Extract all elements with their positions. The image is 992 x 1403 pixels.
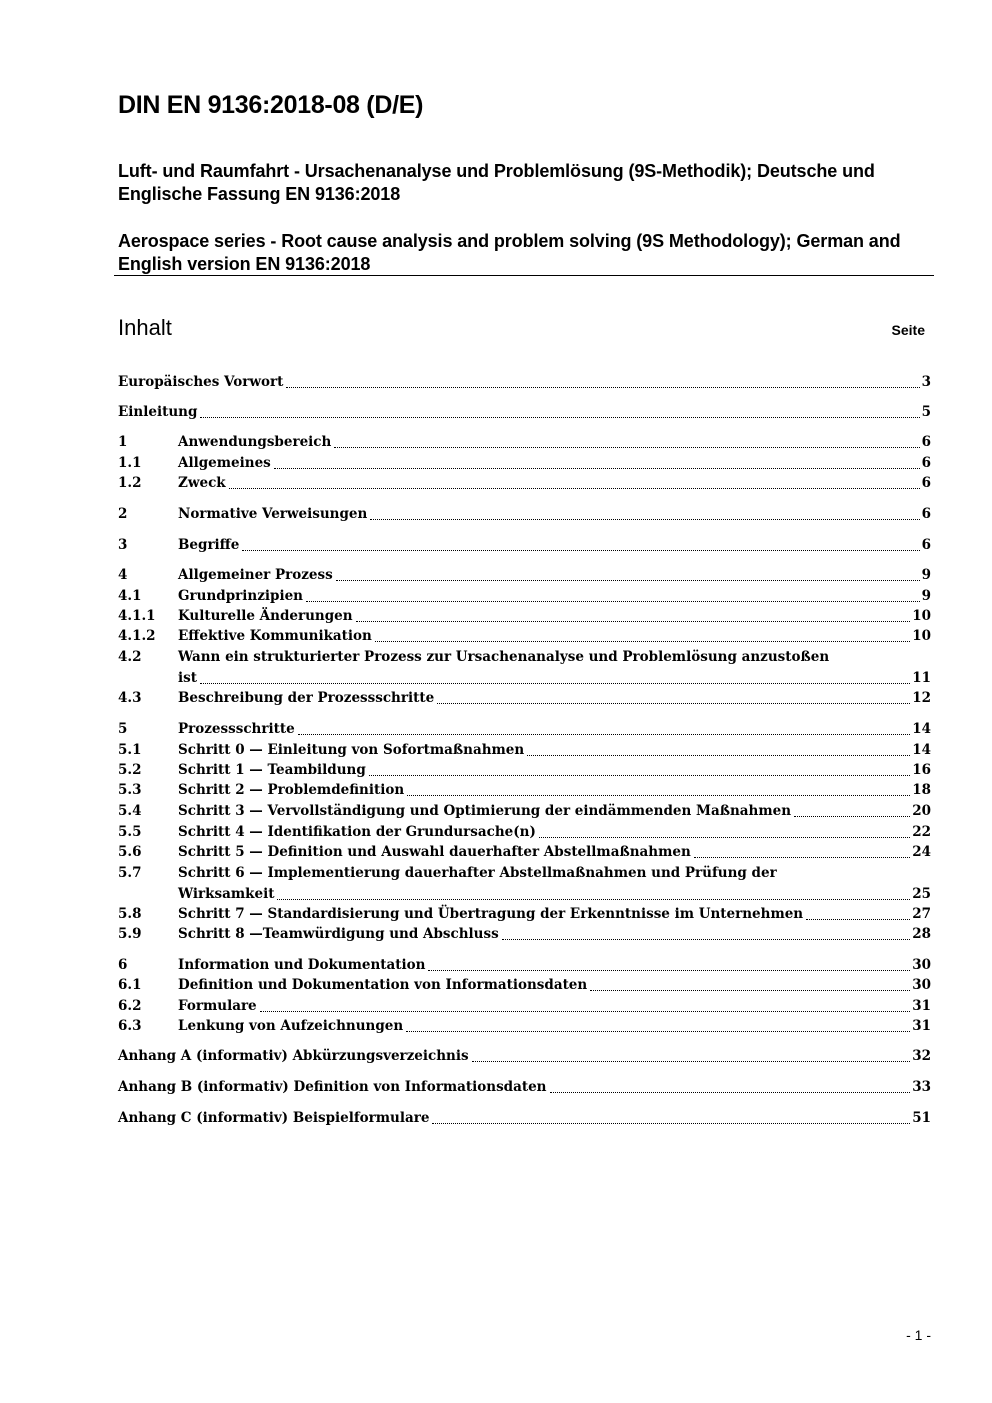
- toc-entry-number: 1.2: [118, 475, 142, 491]
- toc-entry-page: 32: [912, 1048, 931, 1064]
- toc-dot-leader: [375, 641, 910, 642]
- toc-entry[interactable]: [118, 453, 931, 474]
- toc-entry[interactable]: [118, 842, 931, 863]
- toc-entry[interactable]: [118, 372, 931, 393]
- toc-entry-number: 6.2: [118, 998, 142, 1014]
- toc-entry-number: 5.2: [118, 762, 142, 778]
- toc-entry[interactable]: [118, 647, 931, 689]
- toc-dot-leader: [306, 601, 920, 602]
- toc-entry[interactable]: [118, 402, 931, 423]
- toc-dot-leader: [334, 447, 919, 448]
- toc-dot-leader: [472, 1061, 911, 1062]
- toc-entry-title: Anhang C (informativ) Beispielformulare: [118, 1110, 430, 1126]
- toc-dot-leader: [527, 755, 910, 756]
- toc-entry[interactable]: [118, 924, 931, 945]
- toc-entry-title: Beschreibung der Prozessschritte: [178, 690, 435, 706]
- toc-dot-leader: [277, 899, 910, 900]
- toc-entry[interactable]: [118, 780, 931, 801]
- toc-entry-number: 4.1.2: [118, 628, 156, 644]
- table-of-contents: [118, 0, 931, 1403]
- toc-dot-leader: [407, 795, 910, 796]
- toc-entry[interactable]: [118, 1016, 931, 1037]
- toc-dot-leader: [694, 857, 910, 858]
- page-number: - 1 -: [906, 1327, 931, 1343]
- toc-entry-page: 31: [912, 998, 931, 1014]
- toc-entry-page: 24: [912, 844, 931, 860]
- toc-dot-leader: [437, 703, 910, 704]
- toc-entry-title: Schritt 0 — Einleitung von Sofortmaßnahmen: [178, 742, 525, 758]
- toc-entry-title: Schritt 5 — Definition und Auswahl dauerhafter Abstellmaßnahmen: [178, 844, 691, 860]
- toc-heading: Inhalt: [118, 315, 172, 340]
- toc-entry-number: 4.1.1: [118, 608, 156, 624]
- toc-entry-number: 4: [118, 567, 128, 583]
- toc-entry-number: 5.8: [118, 906, 142, 922]
- toc-entry-page: 18: [912, 782, 931, 798]
- toc-entry-title: Schritt 6 — Implementierung dauerhafter Abstellmaßnahmen und Prüfung der: [178, 865, 777, 881]
- toc-entry[interactable]: [118, 586, 931, 607]
- toc-dot-leader: [274, 468, 920, 469]
- toc-entry-page: 10: [912, 608, 931, 624]
- toc-entry-page: 30: [912, 957, 931, 973]
- toc-entry-page: 14: [912, 742, 931, 758]
- toc-entry-number: 3: [118, 537, 128, 553]
- toc-entry-title: Einleitung: [118, 404, 198, 420]
- toc-entry[interactable]: [118, 606, 931, 627]
- toc-entry-title: Grundprinzipien: [178, 588, 303, 604]
- toc-entry-title: Zweck: [178, 475, 226, 491]
- toc-entry-page: 9: [921, 588, 931, 604]
- toc-dot-leader: [428, 970, 910, 971]
- toc-entry-number: 6.3: [118, 1018, 142, 1034]
- toc-dot-leader: [369, 775, 910, 776]
- toc-entry[interactable]: [118, 473, 931, 494]
- toc-entry-title: Effektive Kommunikation: [178, 628, 372, 644]
- toc-entry-number: 5.7: [118, 865, 142, 881]
- toc-entry-number: 5: [118, 721, 128, 737]
- toc-entry-page: 31: [912, 1018, 931, 1034]
- toc-entry-number: 1.1: [118, 455, 142, 471]
- toc-entry-page: 28: [912, 926, 931, 942]
- toc-entry-page: 11: [912, 670, 931, 686]
- toc-entry-page: 6: [921, 475, 931, 491]
- toc-dot-leader: [298, 734, 911, 735]
- toc-dot-leader: [406, 1031, 910, 1032]
- toc-entry-title: Kulturelle Änderungen: [178, 608, 353, 624]
- toc-entry-page: 30: [912, 977, 931, 993]
- toc-entry[interactable]: [118, 760, 931, 781]
- toc-dot-leader: [539, 837, 910, 838]
- toc-entry-page: 51: [912, 1110, 931, 1126]
- toc-entry-title: Schritt 3 — Vervollständigung und Optimierung der eindämmenden Maßnahmen: [178, 803, 792, 819]
- toc-dot-leader: [370, 519, 919, 520]
- toc-entry-page: 12: [912, 690, 931, 706]
- toc-entry-title: Allgemeiner Prozess: [178, 567, 333, 583]
- toc-entry-page: 9: [921, 567, 931, 583]
- toc-entry[interactable]: [118, 688, 931, 709]
- toc-entry-page: 6: [921, 434, 931, 450]
- toc-entry-number: 1: [118, 434, 128, 450]
- toc-entry-number: 5.1: [118, 742, 142, 758]
- toc-entry-number: 6.1: [118, 977, 142, 993]
- toc-entry-page: 16: [912, 762, 931, 778]
- toc-entry-page: 6: [921, 455, 931, 471]
- toc-entry-number: 4.3: [118, 690, 142, 706]
- toc-entry-title: Prozessschritte: [178, 721, 295, 737]
- toc-entry[interactable]: [118, 863, 931, 905]
- toc-entry[interactable]: [118, 1108, 931, 1129]
- toc-entry[interactable]: [118, 996, 931, 1017]
- toc-dot-leader: [432, 1123, 910, 1124]
- toc-dot-leader: [200, 683, 910, 684]
- toc-entry-title: Schritt 4 — Identifikation der Grundursache(n): [178, 824, 536, 840]
- toc-entry-title: Schritt 1 — Teambildung: [178, 762, 366, 778]
- toc-entry-page: 6: [921, 537, 931, 553]
- toc-entry-title: Normative Verweisungen: [178, 506, 368, 522]
- toc-entry-title: Anhang A (informativ) Abkürzungsverzeichnis: [118, 1048, 469, 1064]
- toc-dot-leader: [806, 919, 910, 920]
- toc-entry-title: Schritt 7 — Standardisierung und Übertragung der Erkenntnisse im Unternehmen: [178, 906, 804, 922]
- toc-entry[interactable]: [118, 955, 931, 976]
- toc-entry-page: 10: [912, 628, 931, 644]
- toc-entry[interactable]: [118, 822, 931, 843]
- toc-entry-page: 20: [912, 803, 931, 819]
- document-title: DIN EN 9136:2018-08 (D/E): [118, 91, 424, 119]
- toc-dot-leader: [356, 621, 911, 622]
- toc-entry-title: Anwendungsbereich: [178, 434, 332, 450]
- toc-entry-title: Begriffe: [178, 537, 240, 553]
- toc-entry-title: Europäisches Vorwort: [118, 374, 284, 390]
- toc-entry-number: 6: [118, 957, 128, 973]
- toc-entry-title: Lenkung von Aufzeichnungen: [178, 1018, 404, 1034]
- toc-entry[interactable]: [118, 740, 931, 761]
- toc-entry-page: 6: [921, 506, 931, 522]
- toc-entry-page: 22: [912, 824, 931, 840]
- toc-entry[interactable]: [118, 504, 931, 525]
- toc-entry-title: Wann ein strukturierter Prozess zur Ursachenanalyse und Problemlösung anzustoßen: [178, 649, 830, 665]
- toc-entry-page: 25: [912, 886, 931, 902]
- toc-entry-page: 14: [912, 721, 931, 737]
- toc-entry-title: Allgemeines: [178, 455, 271, 471]
- toc-dot-leader: [590, 990, 910, 991]
- toc-entry[interactable]: [118, 1077, 931, 1098]
- toc-entry[interactable]: [118, 1046, 931, 1067]
- toc-entry-number: 5.3: [118, 782, 142, 798]
- toc-dot-leader: [336, 580, 920, 581]
- toc-dot-leader: [794, 816, 910, 817]
- toc-entry-page: 33: [912, 1079, 931, 1095]
- toc-entry-page: 3: [921, 374, 931, 390]
- toc-entry-number: 5.6: [118, 844, 142, 860]
- toc-entry-page: 5: [921, 404, 931, 420]
- toc-entry[interactable]: [118, 432, 931, 453]
- toc-entry[interactable]: [118, 535, 931, 556]
- toc-page-column-label: Seite: [891, 322, 925, 338]
- toc-entry-title: Formulare: [178, 998, 257, 1014]
- toc-entry-title: Schritt 8 —Teamwürdigung und Abschluss: [178, 926, 499, 942]
- toc-entry-number: 2: [118, 506, 128, 522]
- toc-entry[interactable]: [118, 975, 931, 996]
- toc-dot-leader: [242, 550, 919, 551]
- toc-entry-number: 4.2: [118, 649, 142, 665]
- toc-entry-number: 4.1: [118, 588, 142, 604]
- toc-entry-title: Anhang B (informativ) Definition von Informationsdaten: [118, 1079, 547, 1095]
- document-subtitle-german: Luft- und Raumfahrt - Ursachenanalyse und Problemlösung (9S-Methodik); Deutsche und Englische Fassung EN 9136:2018: [118, 161, 875, 204]
- toc-dot-leader: [229, 488, 920, 489]
- toc-entry-title: ist: [178, 670, 197, 686]
- toc-dot-leader: [502, 939, 911, 940]
- toc-entry[interactable]: [118, 801, 931, 822]
- toc-entry[interactable]: [118, 565, 931, 586]
- toc-dot-leader: [286, 387, 919, 388]
- toc-entry[interactable]: [118, 904, 931, 925]
- toc-dot-leader: [550, 1092, 911, 1093]
- document-subtitle-english: Aerospace series - Root cause analysis and problem solving (9S Methodology); German and English version EN 9136:2018: [118, 231, 901, 274]
- toc-entry-title: Information und Dokumentation: [178, 957, 426, 973]
- toc-dot-leader: [200, 417, 919, 418]
- toc-entry-title: Schritt 2 — Problemdefinition: [178, 782, 405, 798]
- toc-entry-page: 27: [912, 906, 931, 922]
- toc-entry-title: Definition und Dokumentation von Informationsdaten: [178, 977, 588, 993]
- toc-dot-leader: [260, 1011, 911, 1012]
- toc-entry-number: 5.4: [118, 803, 142, 819]
- toc-entry[interactable]: [118, 719, 931, 740]
- toc-entry[interactable]: [118, 626, 931, 647]
- toc-entry-number: 5.9: [118, 926, 142, 942]
- toc-entry-title: Wirksamkeit: [178, 886, 275, 902]
- toc-entry-number: 5.5: [118, 824, 142, 840]
